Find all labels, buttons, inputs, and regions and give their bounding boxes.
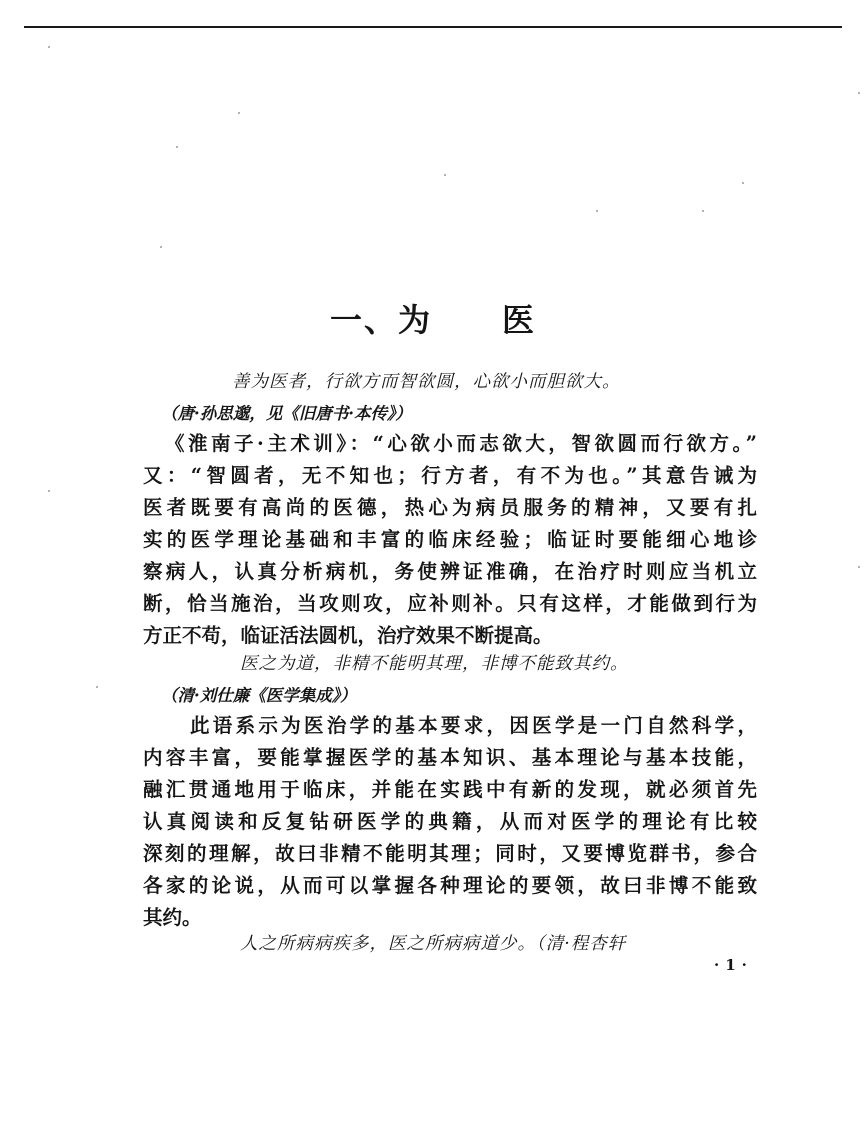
chapter-title: 一、为 医 bbox=[329, 301, 537, 340]
commentary-2-line-3: 融汇贯通地用于临床，并能在实践中有新的发现，就必须首先 bbox=[143, 778, 757, 801]
page-number: ·1· bbox=[714, 956, 753, 974]
quote-2: 医之为道，非精不能明其理，非博不能致其约。 bbox=[240, 654, 629, 674]
quote-1: 善为医者，行欲方而智欲圆，心欲小而胆欲大。 bbox=[232, 372, 621, 392]
commentary-2-line-4: 认真阅读和反复钻研医学的典籍，从而对医学的理论有比较 bbox=[143, 810, 757, 833]
commentary-1-line-7: 方正不苟，临证活法圆机，治疗效果不断提高。 bbox=[143, 624, 553, 647]
commentary-1-line-5: 察病人，认真分析病机，务使辨证准确，在治疗时则应当机立 bbox=[143, 560, 757, 583]
commentary-2-line-5: 深刻的理解，故曰非精不能明其理；同时，又要博览群书，参合 bbox=[143, 842, 757, 865]
commentary-2-line-7: 其约。 bbox=[143, 906, 202, 929]
top-rule bbox=[24, 26, 842, 28]
quote-3: 人之所病病疾多，医之所病病道少。（清·程杏轩 bbox=[240, 934, 627, 954]
commentary-1-line-2: 又：“智圆者，无不知也；行方者，有不为也。”其意告诫为 bbox=[143, 464, 757, 487]
commentary-2-line-6: 各家的论说，从而可以掌握各种理论的要领，故曰非博不能致 bbox=[143, 874, 757, 897]
commentary-1-line-4: 实的医学理论基础和丰富的临床经验；临证时要能细心地诊 bbox=[143, 528, 757, 551]
commentary-1-line-3: 医者既要有高尚的医德，热心为病员服务的精神，又要有扎 bbox=[143, 496, 757, 519]
commentary-1-line-1: 《淮南子·主术训》：“心欲小而志欲大，智欲圆而行欲方。” bbox=[165, 432, 757, 455]
commentary-1-line-6: 断，恰当施治，当攻则攻，应补则补。只有这样，才能做到行为 bbox=[143, 592, 757, 615]
source-2: （清·刘仕廉《医学集成》） bbox=[161, 686, 357, 705]
source-1: （唐·孙思邈，见《旧唐书·本传》） bbox=[161, 404, 412, 423]
commentary-2-line-2: 内容丰富，要能掌握医学的基本知识、基本理论与基本技能， bbox=[143, 746, 757, 769]
commentary-2-line-1: 此语系示为医治学的基本要求，因医学是一门自然科学， bbox=[190, 714, 757, 737]
